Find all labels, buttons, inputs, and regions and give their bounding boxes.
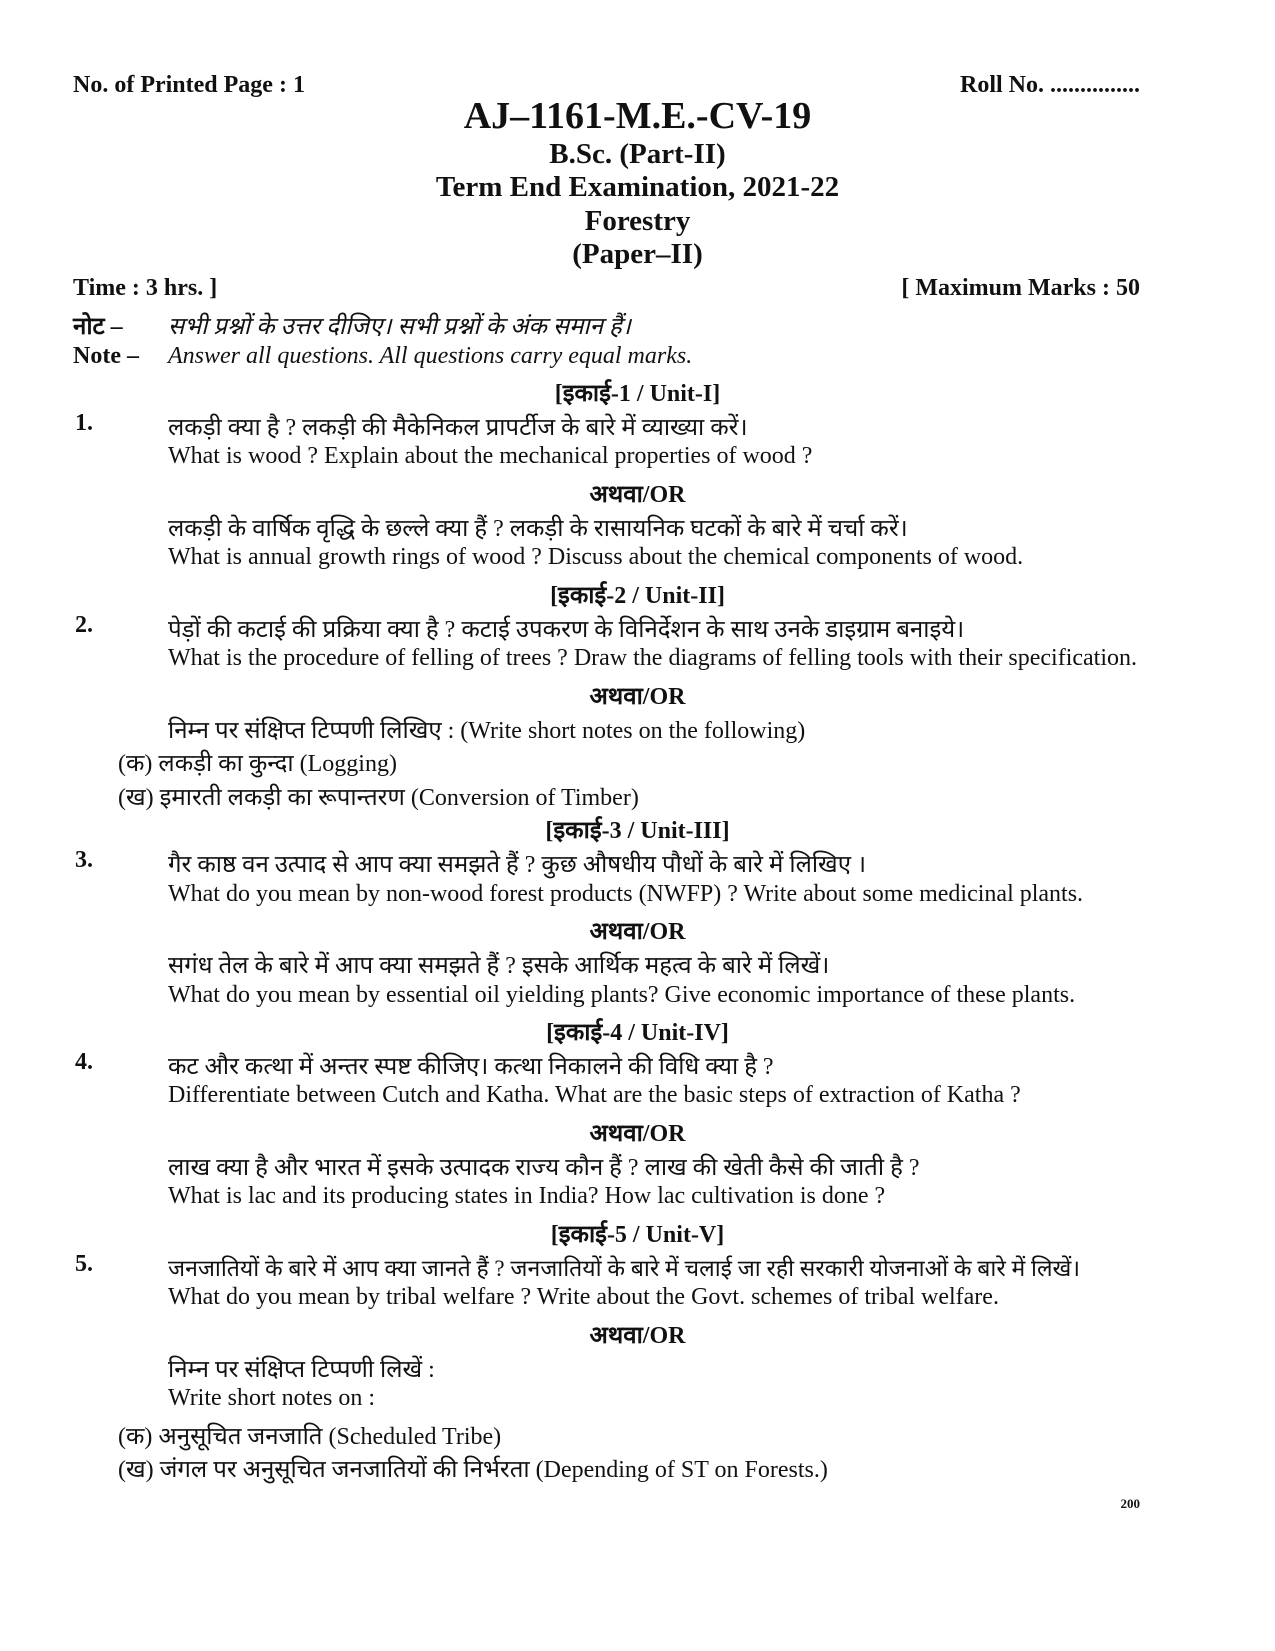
page-code: 200	[1120, 1496, 1140, 1511]
maximum-marks: [ Maximum Marks : 50	[901, 275, 1140, 301]
sub-item: (ख) जंगल पर अनुसूचित जनजातियों की निर्भरता (Depending of ST on Forests.)	[118, 1457, 828, 1483]
question-english: What do you mean by tribal welfare ? Write about the Govt. schemes of tribal welfare.	[168, 1284, 999, 1310]
alternate-question-hindi: लकड़ी के वार्षिक वृद्धि के छल्ले क्या हैं ? लकड़ी के रासायनिक घटकों के बारे में चर्चा करें।	[168, 516, 908, 542]
printed-pages: No. of Printed Page : 1	[73, 72, 305, 98]
alternate-question-english: What is lac and its producing states in India? How lac cultivation is done ?	[168, 1183, 886, 1209]
or-separator: अथवा/OR	[589, 684, 686, 710]
or-separator: अथवा/OR	[589, 1323, 686, 1349]
unit-heading: [इकाई-1 / Unit-I]	[554, 381, 721, 407]
alternate-question-hindi: लाख क्या है और भारत में इसके उत्पादक राज्य कौन हैं ? लाख की खेती कैसे की जाती है ?	[168, 1155, 920, 1181]
exam-title: Term End Examination, 2021-22	[435, 171, 840, 203]
unit-heading: [इकाई-2 / Unit-II]	[550, 583, 725, 609]
or-separator: अथवा/OR	[589, 1121, 686, 1147]
question-english: What is the procedure of felling of trees ? Draw the diagrams of felling tools with their specification.	[168, 645, 1138, 671]
sub-item: (क) लकड़ी का कुन्दा (Logging)	[118, 751, 397, 777]
subject-title: Forestry	[584, 205, 691, 237]
note-hindi-label: नोट –	[73, 314, 123, 340]
question-number: 4.	[75, 1049, 93, 1075]
note-hindi-text: सभी प्रश्नों के उत्तर दीजिए। सभी प्रश्नों के अंक समान हैं।	[168, 314, 631, 340]
paper-code: AJ–1161-M.E.-CV-19	[463, 95, 812, 137]
alternate-question-english: Write short notes on :	[168, 1385, 375, 1411]
unit-heading: [इकाई-3 / Unit-III]	[545, 818, 730, 844]
sub-item: (ख) इमारती लकड़ी का रूपान्तरण (Conversion of Timber)	[118, 785, 639, 811]
question-number: 3.	[75, 847, 93, 873]
alternate-question-hindi: सगंध तेल के बारे में आप क्या समझते हैं ? इसके आर्थिक महत्व के बारे में लिखें।	[168, 953, 830, 979]
unit-heading: [इकाई-5 / Unit-V]	[550, 1222, 725, 1248]
alternate-question-hindi: निम्न पर संक्षिप्त टिप्पणी लिखिए : (Write short notes on the following)	[168, 718, 806, 744]
question-english: Differentiate between Cutch and Katha. What are the basic steps of extraction of Katha ?	[168, 1082, 1021, 1108]
question-hindi: कट और कत्था में अन्तर स्पष्ट कीजिए। कत्था निकालने की विधि क्या है ?	[168, 1054, 774, 1080]
time-allowed: Time : 3 hrs. ]	[73, 275, 218, 301]
question-hindi: लकड़ी क्या है ? लकड़ी की मैकेनिकल प्रापर्टीज के बारे में व्याख्या करें।	[168, 415, 748, 441]
or-separator: अथवा/OR	[589, 482, 686, 508]
or-separator: अथवा/OR	[589, 919, 686, 945]
question-number: 5.	[75, 1251, 93, 1277]
paper-title: (Paper–II)	[572, 238, 703, 270]
unit-heading: [इकाई-4 / Unit-IV]	[546, 1020, 729, 1046]
note-english-text: Answer all questions. All questions carry equal marks.	[168, 343, 693, 369]
alternate-question-english: What is annual growth rings of wood ? Discuss about the chemical components of wood.	[168, 544, 1024, 570]
course-title: B.Sc. (Part-II)	[549, 138, 726, 170]
roll-number: Roll No. ...............	[960, 72, 1140, 98]
note-english-label: Note –	[73, 343, 139, 369]
question-hindi: गैर काष्ठ वन उत्पाद से आप क्या समझते हैं ? कुछ औषधीय पौधों के बारे में लिखिए ।	[168, 852, 867, 878]
question-number: 1.	[75, 410, 93, 436]
question-hindi: जनजातियों के बारे में आप क्या जानते हैं ? जनजातियों के बारे में चलाई जा रही सरकारी योजनाओं के बारे में लिखें।	[168, 1256, 1081, 1281]
question-hindi: पेड़ों की कटाई की प्रक्रिया क्या है ? कटाई उपकरण के विनिर्देशन के साथ उनके डाइग्राम बनाइये।	[168, 617, 965, 643]
alternate-question-hindi: निम्न पर संक्षिप्त टिप्पणी लिखें :	[168, 1357, 435, 1383]
sub-item: (क) अनुसूचित जनजाति (Scheduled Tribe)	[118, 1424, 502, 1450]
question-number: 2.	[75, 612, 93, 638]
alternate-question-english: What do you mean by essential oil yielding plants? Give economic importance of these plants.	[168, 982, 1076, 1008]
question-english: What do you mean by non-wood forest products (NWFP) ? Write about some medicinal plants.	[168, 881, 1084, 907]
question-english: What is wood ? Explain about the mechanical properties of wood ?	[168, 443, 813, 469]
